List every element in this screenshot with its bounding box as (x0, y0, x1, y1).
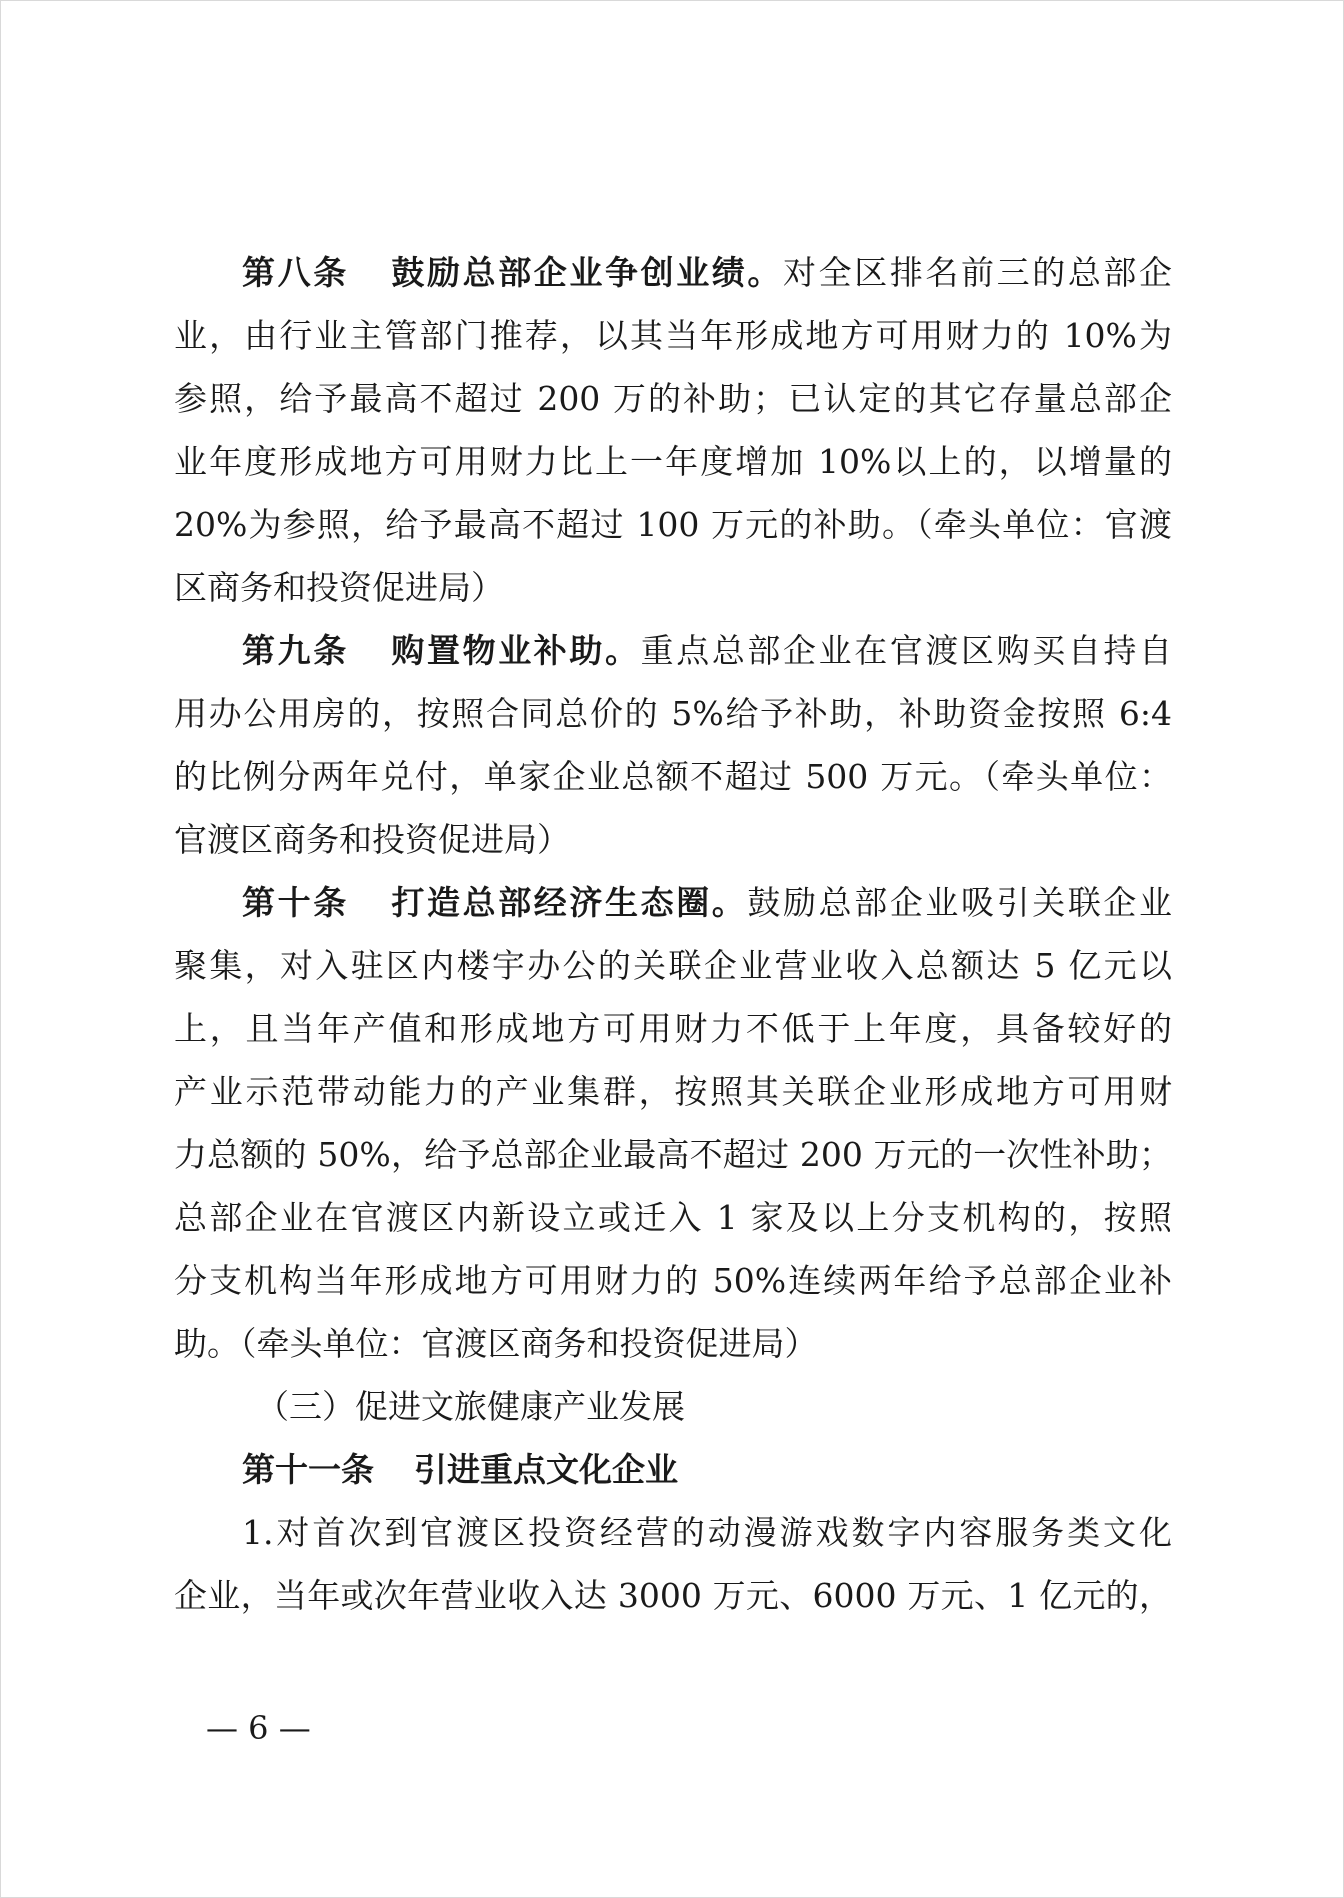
article-9-number: 第九条 (242, 631, 349, 670)
article-8-line: 参照，给予最高不超过 200 万的补助；已认定的其它存量总部企 (174, 379, 1172, 418)
article-9-title: 购置物业补助。 (388, 631, 641, 670)
document-body (174, 241, 1172, 1627)
article-10-text: 鼓励总部企业吸引关联企业 (747, 883, 1172, 922)
article-8-line: 20%为参照，给予最高不超过 100 万元的补助。（牵头单位：官渡 (174, 505, 1172, 544)
article-8-line: 业，由行业主管部门推荐，以其当年形成地方可用财力的 10%为 (174, 316, 1172, 355)
article-10-line: 上，且当年产值和形成地方可用财力不低于上年度，具备较好的 (174, 1009, 1172, 1048)
page-number: — 6 — (206, 1709, 311, 1747)
article-10-line: 分支机构当年形成地方可用财力的 50%连续两年给予总部企业补 (174, 1261, 1172, 1300)
article-8-text: 对全区排名前三的总部企 (783, 253, 1172, 292)
article-10-line: 产业示范带动能力的产业集群，按照其关联企业形成地方可用财 (174, 1072, 1172, 1111)
article-9-text: 重点总部企业在官渡区购买自持自 (640, 631, 1172, 670)
article-11-number: 第十一条 (242, 1450, 374, 1489)
section-3-heading: （三）促进文旅健康产业发展 (256, 1387, 685, 1426)
article-8-line: 业年度形成地方可用财力比上一年度增加 10%以上的，以增量的 (174, 442, 1172, 481)
article-11-line: 1.对首次到官渡区投资经营的动漫游戏数字内容服务类文化 (242, 1513, 1172, 1552)
article-10-line: 力总额的 50%，给予总部企业最高不超过 200 万元的一次性补助； (174, 1135, 1172, 1174)
article-9-line: 的比例分两年兑付，单家企业总额不超过 500 万元。（牵头单位： (174, 757, 1172, 796)
article-11-title: 引进重点文化企业 (414, 1450, 678, 1489)
article-10-line: 助。（牵头单位：官渡区商务和投资促进局） (174, 1324, 818, 1363)
article-10-title: 打造总部经济生态圈。 (388, 883, 748, 922)
article-10-first-line (174, 871, 1172, 934)
article-10-line: 总部企业在官渡区内新设立或迁入 1 家及以上分支机构的，按照 (174, 1198, 1172, 1237)
article-11-heading-line (174, 1438, 1172, 1501)
article-11-line: 企业，当年或次年营业收入达 3000 万元、6000 万元、1 亿元的， (174, 1576, 1172, 1615)
article-9-line: 用办公用房的，按照合同总价的 5%给予补助，补助资金按照 6:4 (174, 694, 1172, 733)
article-10-number: 第十条 (242, 883, 349, 922)
article-8-number: 第八条 (242, 253, 349, 292)
article-8-line: 区商务和投资促进局） (174, 568, 504, 607)
article-10-line: 聚集，对入驻区内楼宇办公的关联企业营业收入总额达 5 亿元以 (174, 946, 1172, 985)
article-8-first-line (174, 241, 1172, 304)
article-9-line: 官渡区商务和投资促进局） (174, 820, 570, 859)
article-9-first-line (174, 619, 1172, 682)
article-8-title: 鼓励总部企业争创业绩。 (388, 253, 784, 292)
